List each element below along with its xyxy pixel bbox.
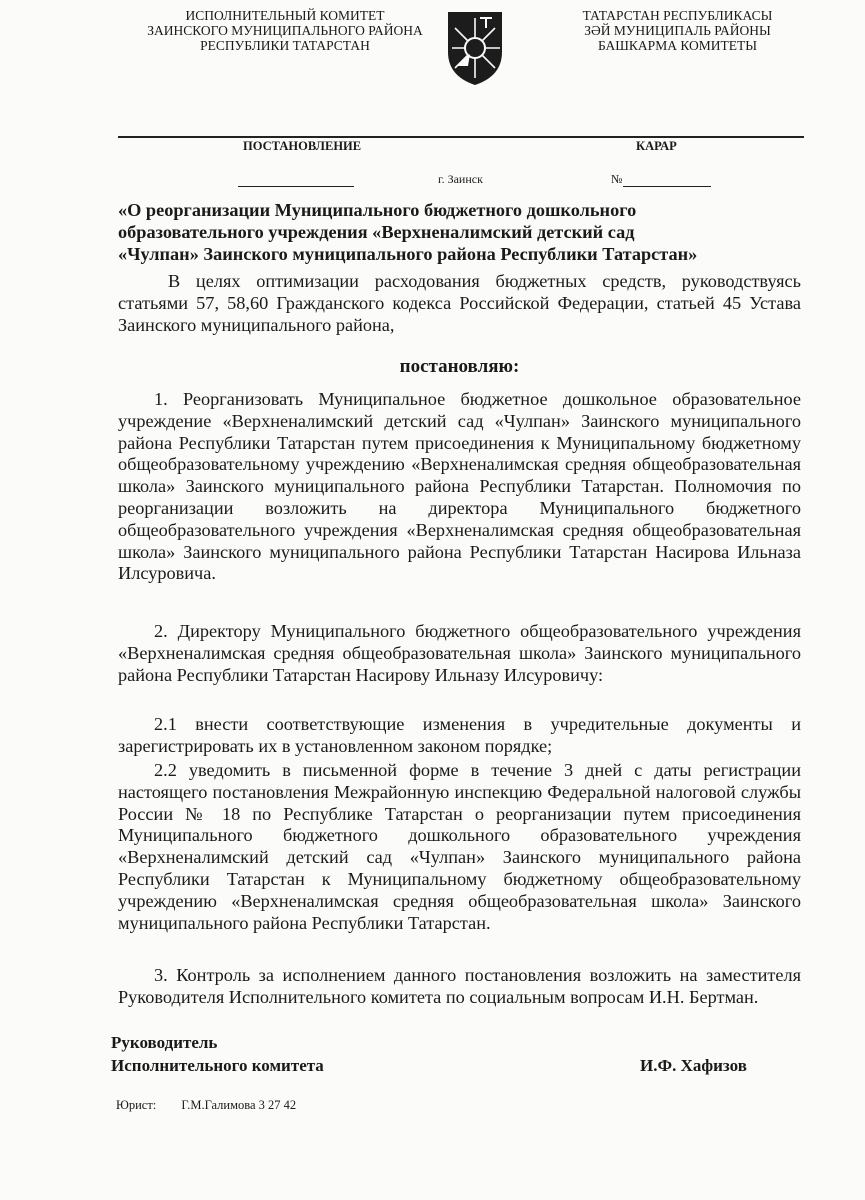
- date-number-row: [0, 172, 865, 190]
- header-divider: [118, 136, 804, 138]
- document-title: [118, 199, 808, 265]
- header-left-line: ЗАИНСКОГО МУНИЦИПАЛЬНОГО РАЙОНА: [147, 23, 423, 38]
- coat-of-arms-icon: [440, 8, 510, 88]
- header-right-line: ЗӘЙ МУНИЦИПАЛЬ РАЙОНЫ: [584, 23, 771, 38]
- paragraph-2-1: 2.1 внести соответствующие изменения в учредительные документы и зарегистрировать их в установленном законом порядке;: [118, 714, 801, 756]
- header-left: [140, 8, 430, 53]
- header-left-line: РЕСПУБЛИКИ ТАТАРСТАН: [200, 38, 370, 53]
- number-label: №: [611, 172, 623, 186]
- title-line: «О реорганизации Муниципального бюджетного дошкольного: [118, 200, 637, 220]
- number-blank: [623, 172, 711, 187]
- city: г. Заинск: [438, 172, 483, 186]
- title-line: образовательного учреждения «Верхненалимский детский сад: [118, 222, 635, 242]
- header-right: [545, 8, 810, 53]
- signatory-title-line: Исполнительного комитета: [111, 1056, 324, 1075]
- lawyer-line: [116, 1098, 296, 1113]
- doc-type-ru: ПОСТАНОВЛЕНИЕ: [243, 139, 362, 153]
- header-right-line: ТАТАРСТАН РЕСПУБЛИКАСЫ: [582, 8, 773, 23]
- signatory-title-line: Руководитель: [111, 1033, 218, 1052]
- paragraph-2-2: 2.2 уведомить в письменной форме в течение 3 дней с даты регистрации настоящего постановления Межрайонную инспекцию Федеральной налоговой службы России № 18 по Республике Татарстан о реорганизации путем присоединения Муниципального бюджетного дошкольного образовательного учреждения «Верхненалимский детский сад «Чулпан» Заинского муниципального района Республики Татарстан к Муниципальному бюджетному общеобразовательному учреждению «Верхненалимская средняя общеобразовательная школа» Заинского муниципального района Республики Татарстан.: [118, 760, 801, 933]
- signatory-title: [111, 1031, 324, 1077]
- lawyer-label: Юрист:: [116, 1098, 157, 1112]
- title-line: «Чулпан» Заинского муниципального района Республики Татарстан»: [118, 244, 698, 264]
- header-left-line: ИСПОЛНИТЕЛЬНЫЙ КОМИТЕТ: [185, 8, 385, 23]
- date-blank: [238, 172, 354, 187]
- signatory-name: И.Ф. Хафизов: [640, 1056, 747, 1075]
- lawyer-name: Г.М.Галимова 3 27 42: [181, 1098, 297, 1112]
- paragraph-2: 2. Директору Муниципального бюджетного общеобразовательного учреждения «Верхненалимская средняя общеобразовательная школа» Заинского муниципального района Республики Татарстан Насирову Ильназу Илсуровичу:: [118, 621, 801, 685]
- intro-paragraph: В целях оптимизации расходования бюджетных средств, руководствуясь статьями 57, 58,60 Гражданского кодекса Российской Федерации, статьей 45 Устава Заинского муниципального района,: [118, 271, 801, 335]
- paragraph-1: 1. Реорганизовать Муниципальное бюджетное дошкольное образовательное учреждение «Верхненалимский детский сад «Чулпан» Заинского муниципального района Республики Татарстан путем присоединения к Муниципальному бюджетному общеобразовательному учреждению «Верхненалимская средняя общеобразовательная школа» Заинского муниципального района Республики Татарстан. Полномочия по реорганизации возложить на директора Муниципального бюджетного общеобразовательного учреждения «Верхненалимская средняя общеобразовательная школа» Заинского муниципального района Республики Татарстан Насирова Ильназа Илсуровича.: [118, 389, 801, 584]
- header-right-line: БАШКАРМА КОМИТЕТЫ: [597, 38, 757, 53]
- doc-type-tt: КАРАР: [636, 139, 677, 153]
- paragraph-3: 3. Контроль за исполнением данного постановления возложить на заместителя Руководителя Исполнительного комитета по социальным вопросам И.Н. Бертман.: [118, 965, 801, 1007]
- decree-word: постановляю:: [399, 356, 520, 377]
